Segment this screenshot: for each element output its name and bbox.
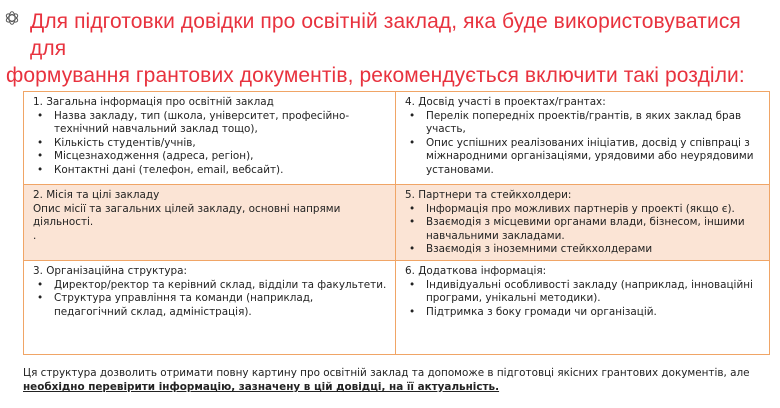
section-list xyxy=(33,110,387,178)
list-item: • Індивідуальні особливості закладу (наприклад, інноваційні програми, унікальні методики). xyxy=(409,278,753,305)
title-line-1: Для підготовки довідки про освітній заклад, яка буде використовуватися для xyxy=(30,10,741,60)
list-item: • Перелік попередніх проектів/грантів, в яких заклад брав участь, xyxy=(409,109,742,136)
list-item: • Підтримка з боку громади чи організацій. xyxy=(409,305,657,318)
section-title: 5. Партнери та стейкхолдери: xyxy=(405,189,572,201)
section-list xyxy=(405,203,761,257)
list-item: • Назва закладу, тип (школа, університет, професійно-технічний навчальний заклад тощо), xyxy=(37,109,350,136)
list-item: • Директор/ректор та керівний склад, відділи та факультети. xyxy=(37,278,387,291)
bullet-icon: • xyxy=(37,136,44,149)
bullet-icon: • xyxy=(409,202,416,215)
list-item: • Кількість студентів/учнів, xyxy=(37,136,196,149)
bullet-icon: • xyxy=(37,150,44,163)
section-trailing-dot: . xyxy=(33,229,37,242)
list-item: • Місцезнаходження (адреса, регіон), xyxy=(37,150,254,163)
list-item: • Структура управління та команди (наприклад, педагогічний склад, адміністрація). xyxy=(37,292,314,318)
section-title: 4. Досвід участі в проектах/грантах: xyxy=(405,96,606,108)
bullet-icon: • xyxy=(409,109,416,122)
list-item: • Взаємодія з місцевими органами влади, бізнесом, іншими навчальними закладами. xyxy=(409,216,745,242)
section-mission xyxy=(24,185,396,261)
section-additional xyxy=(396,261,769,354)
section-list xyxy=(405,110,761,178)
section-experience xyxy=(396,92,769,185)
section-title: 6. Додаткова інформація: xyxy=(405,265,547,277)
title-line-2: формування грантових документів, рекомендується включити такі розділи: xyxy=(6,64,745,87)
bullet-icon: • xyxy=(409,305,416,318)
bullet-icon: • xyxy=(409,278,416,291)
section-title: 1. Загальна інформація про освітній заклад xyxy=(33,96,274,108)
section-title: 3. Організаційна структура: xyxy=(33,265,188,277)
summary-text: Ця структура дозволить отримати повну картину про освітній заклад та допоможе в підготовці якісних грантових документів, але xyxy=(23,367,750,379)
section-title: 2. Місія та цілі закладу xyxy=(33,189,160,201)
section-list xyxy=(33,279,387,320)
list-item: • Опис успішних реалізованих ініціатив, досвід у співпраці з міжнародними організаціями, урядовими або неурядовими установами. xyxy=(409,136,754,176)
summary-note xyxy=(23,366,773,394)
section-structure xyxy=(24,261,396,354)
list-item: • Інформація про можливих партнерів у проекті (якщо є). xyxy=(409,202,735,215)
section-partners xyxy=(396,185,769,261)
list-item: • Контактні дані (телефон, email, вебсайт). xyxy=(37,163,284,176)
bullet-icon: • xyxy=(409,216,416,229)
chatgpt-logo-icon xyxy=(4,10,20,26)
list-item: • Взаємодія з іноземними стейкхолдерами xyxy=(409,243,653,256)
bullet-icon: • xyxy=(37,163,44,176)
bullet-icon: • xyxy=(37,292,44,305)
sections-table xyxy=(23,91,770,355)
page-title xyxy=(6,8,770,89)
bullet-icon: • xyxy=(409,136,416,149)
bullet-icon: • xyxy=(37,278,44,291)
bullet-icon: • xyxy=(409,243,416,256)
section-list xyxy=(405,279,761,320)
bullet-icon: • xyxy=(37,109,44,122)
summary-emphasis: необхідно перевірити інформацію, зазначену в цій довідці, на її актуальність. xyxy=(23,381,500,393)
section-text: Опис місії та загальних цілей закладу, основні напрями діяльності. xyxy=(33,202,341,229)
section-general-info xyxy=(24,92,396,185)
